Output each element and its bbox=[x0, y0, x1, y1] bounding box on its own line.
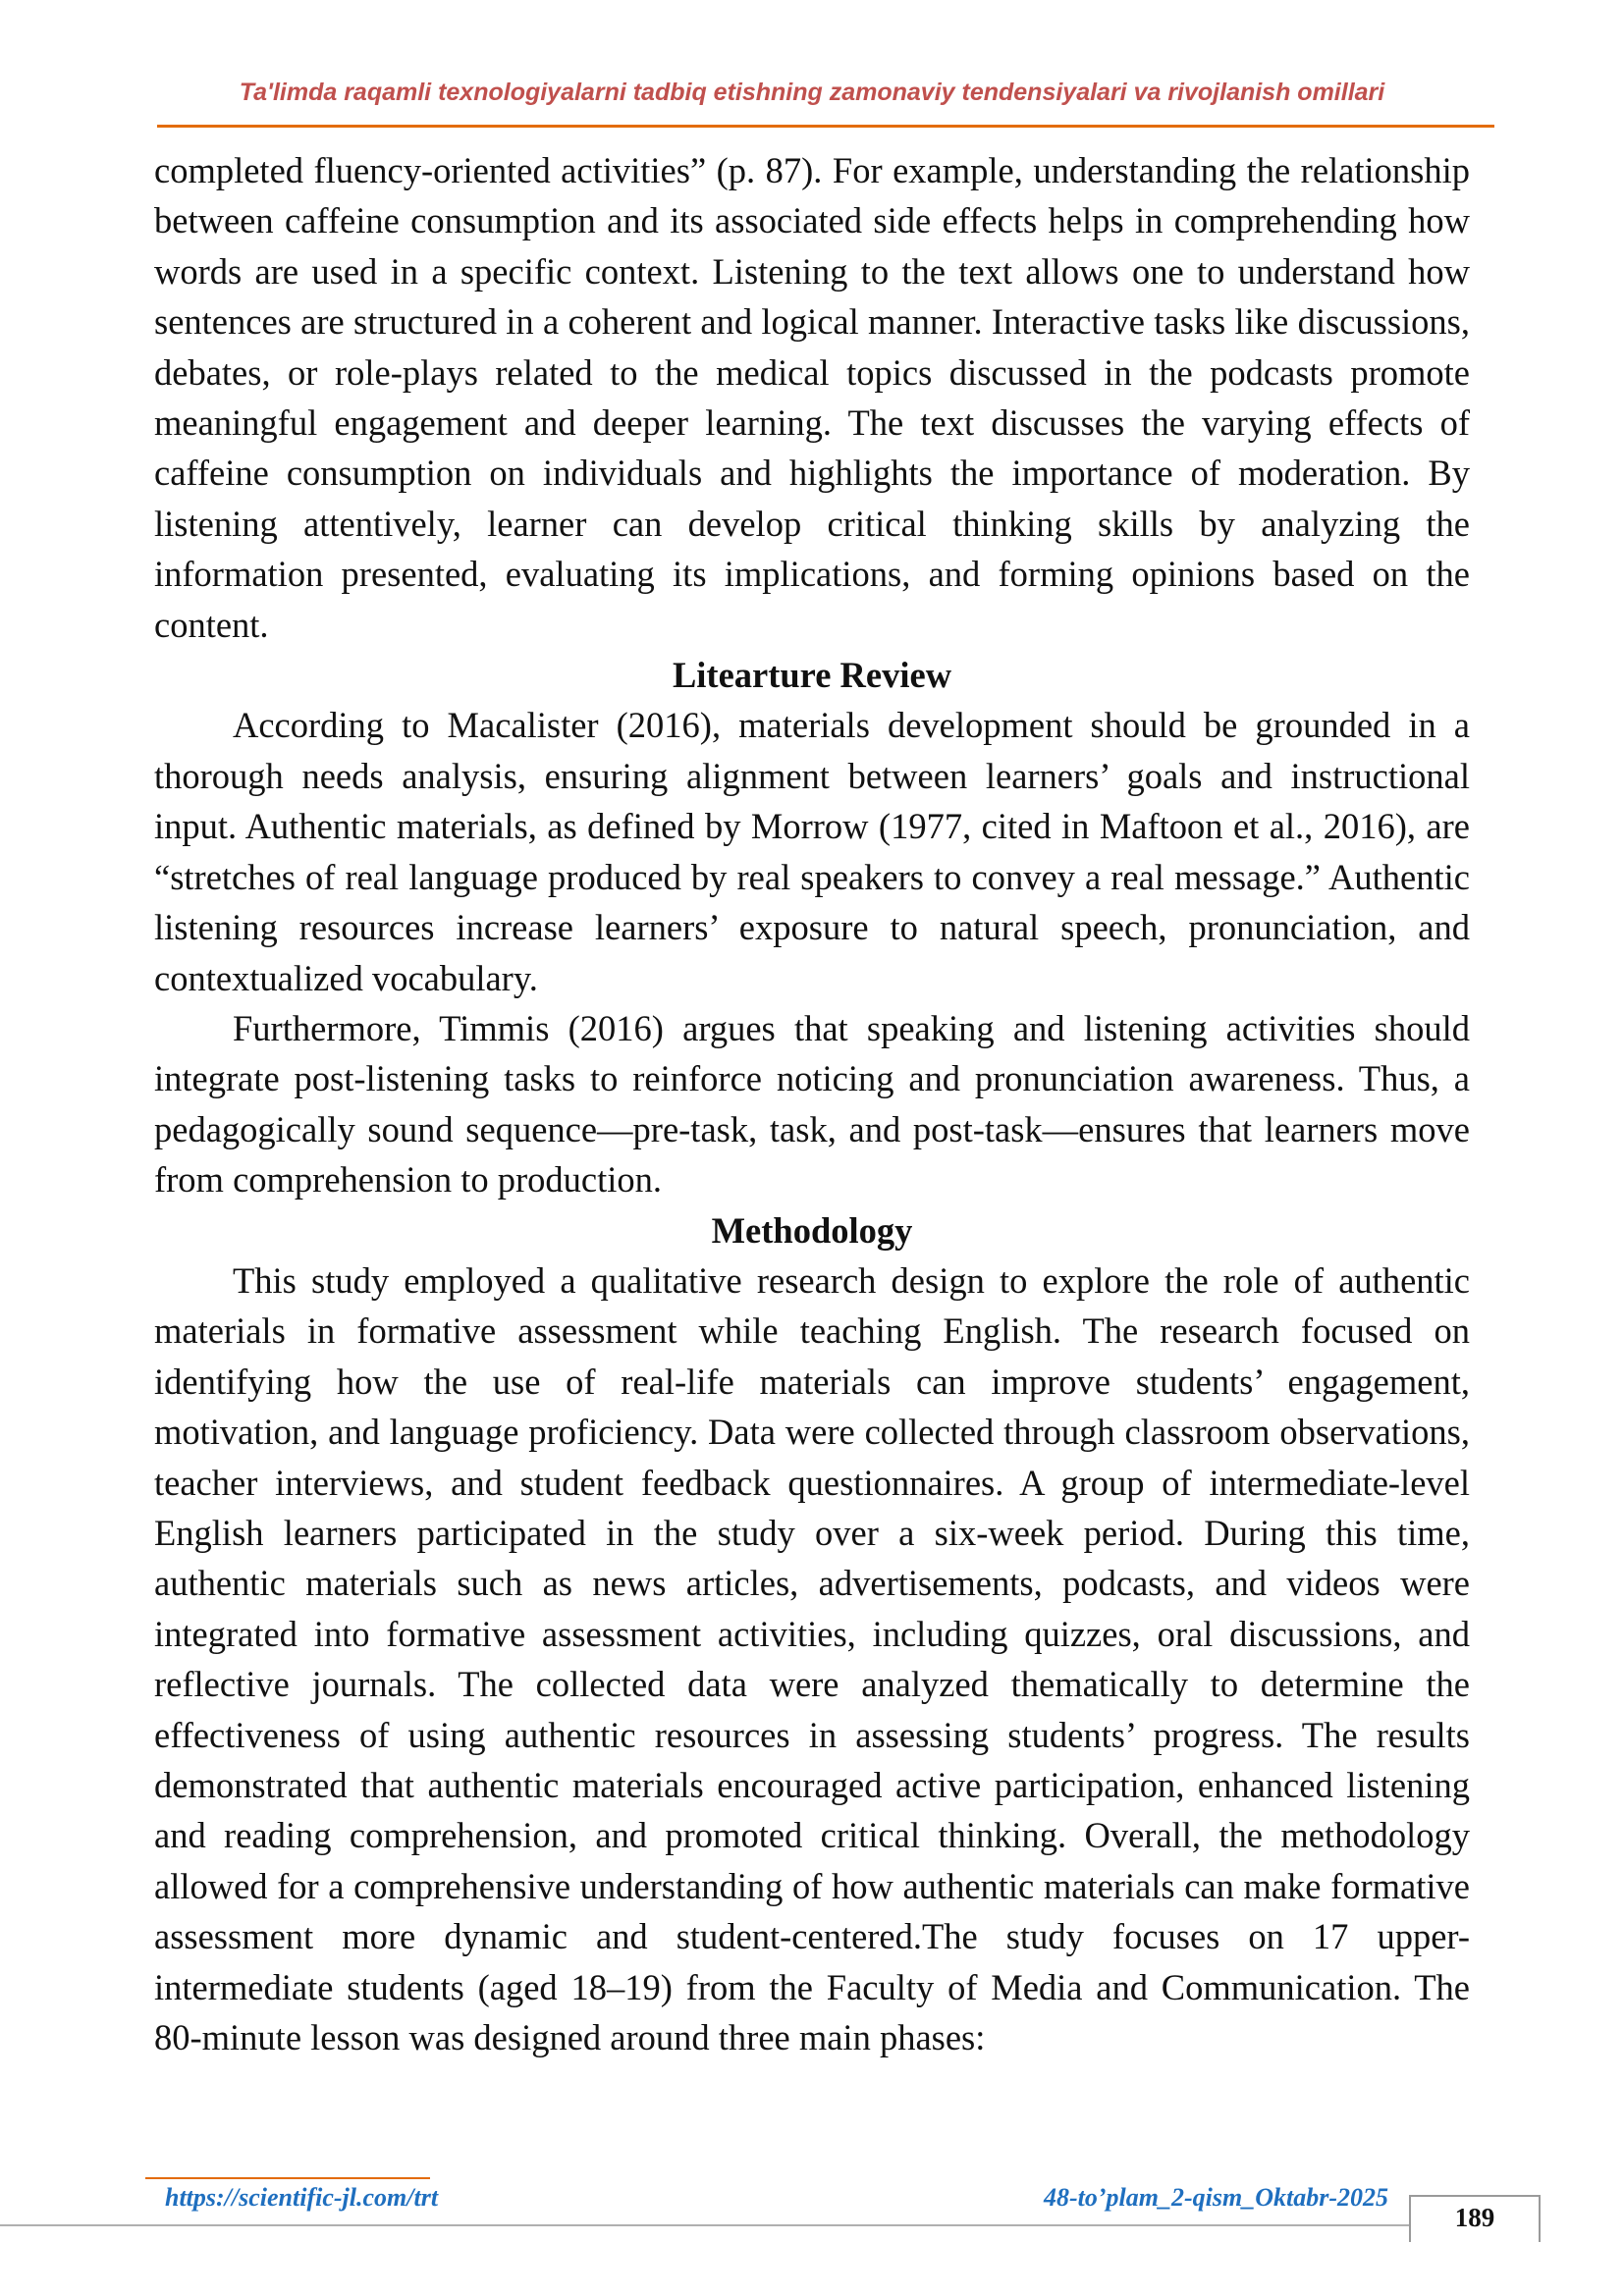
footer-journal-link[interactable]: https://scientific-jl.com/trt bbox=[165, 2183, 439, 2212]
intro-paragraph: completed fluency-oriented activities” (p. 87). For example, understanding the relationship between caffeine consumption and its associated side effects helps in comprehending how words are used in a specific context. Listening to the text allows one to understand how sentences are structured in a coherent and logical manner. Interactive tasks like discussions, debates, or role-plays related to the medical topics discussed in the podcasts promote meaningful engagement and deeper learning. The text discusses the varying effects of caffeine consumption on individuals and highlights the importance of moderation. By listening attentively, learner can develop critical thinking skills by analyzing the information presented, evaluating its implications, and forming opinions based on the content. bbox=[154, 150, 1470, 645]
literature-paragraph-2: Furthermore, Timmis (2016) argues that speaking and listening activities should integrate post-listening tasks to reinforce noticing and pronunciation awareness. Thus, a pedagogically sound sequence—pre-task, task, and post-task—ensures that learners move from comprehension to production. bbox=[154, 1007, 1470, 1201]
page-number: 189 bbox=[1454, 2203, 1495, 2232]
running-header-title: Ta'limda raqamli texnologiyalarni tadbiq etishning zamonaviy tendensiyalari va rivojlanish omillari bbox=[239, 79, 1385, 106]
footer-issue-label: 48-to’plam_2-qism_Oktabr-2025 bbox=[1044, 2183, 1388, 2212]
literature-review-heading: Litearture Review bbox=[672, 655, 952, 696]
methodology-paragraph: This study employed a qualitative research design to explore the role of authentic materials in formative assessment while teaching English. The research focused on identifying how the use of real-life materials can improve students’ engagement, motivation, and language proficiency. Data were collected through classroom observations, teacher interviews, and student feedback questionnaires. A group of intermediate-level English learners participated in the study over a six-week period. During this time, authentic materials such as news articles, advertisements, podcasts, and videos were integrated into formative assessment activities, including quizzes, oral discussions, and reflective journals. The collected data were analyzed thematically to determine the effectiveness of using authentic resources in assessing students’ progress. The results demonstrated that authentic materials encouraged active participation, enhanced listening and reading comprehension, and promoted critical thinking. Overall, the methodology allowed for a comprehensive understanding of how authentic materials can make formative assessment more dynamic and student-centered.The study focuses on 17 upper-intermediate students (aged 18–19) from the Faculty of Media and Communication. The 80-minute lesson was designed around three main phases: bbox=[154, 1259, 1470, 2058]
footer-divider-long bbox=[0, 2224, 1538, 2226]
article-body bbox=[154, 145, 1470, 2062]
literature-paragraph-1: According to Macalister (2016), materials development should be grounded in a thorough needs analysis, ensuring alignment between learners’ goals and instructional input. Authentic materials, as defined by Morrow (1977, cited in Maftoon et al., 2016), are “stretches of real language produced by real speakers to convey a real message.” Authentic listening resources increase learners’ exposure to natural speech, pronunciation, and contextualized vocabulary. bbox=[154, 705, 1470, 998]
footer-divider-short bbox=[145, 2177, 430, 2179]
methodology-heading: Methodology bbox=[711, 1209, 913, 1251]
header-divider bbox=[157, 125, 1494, 128]
